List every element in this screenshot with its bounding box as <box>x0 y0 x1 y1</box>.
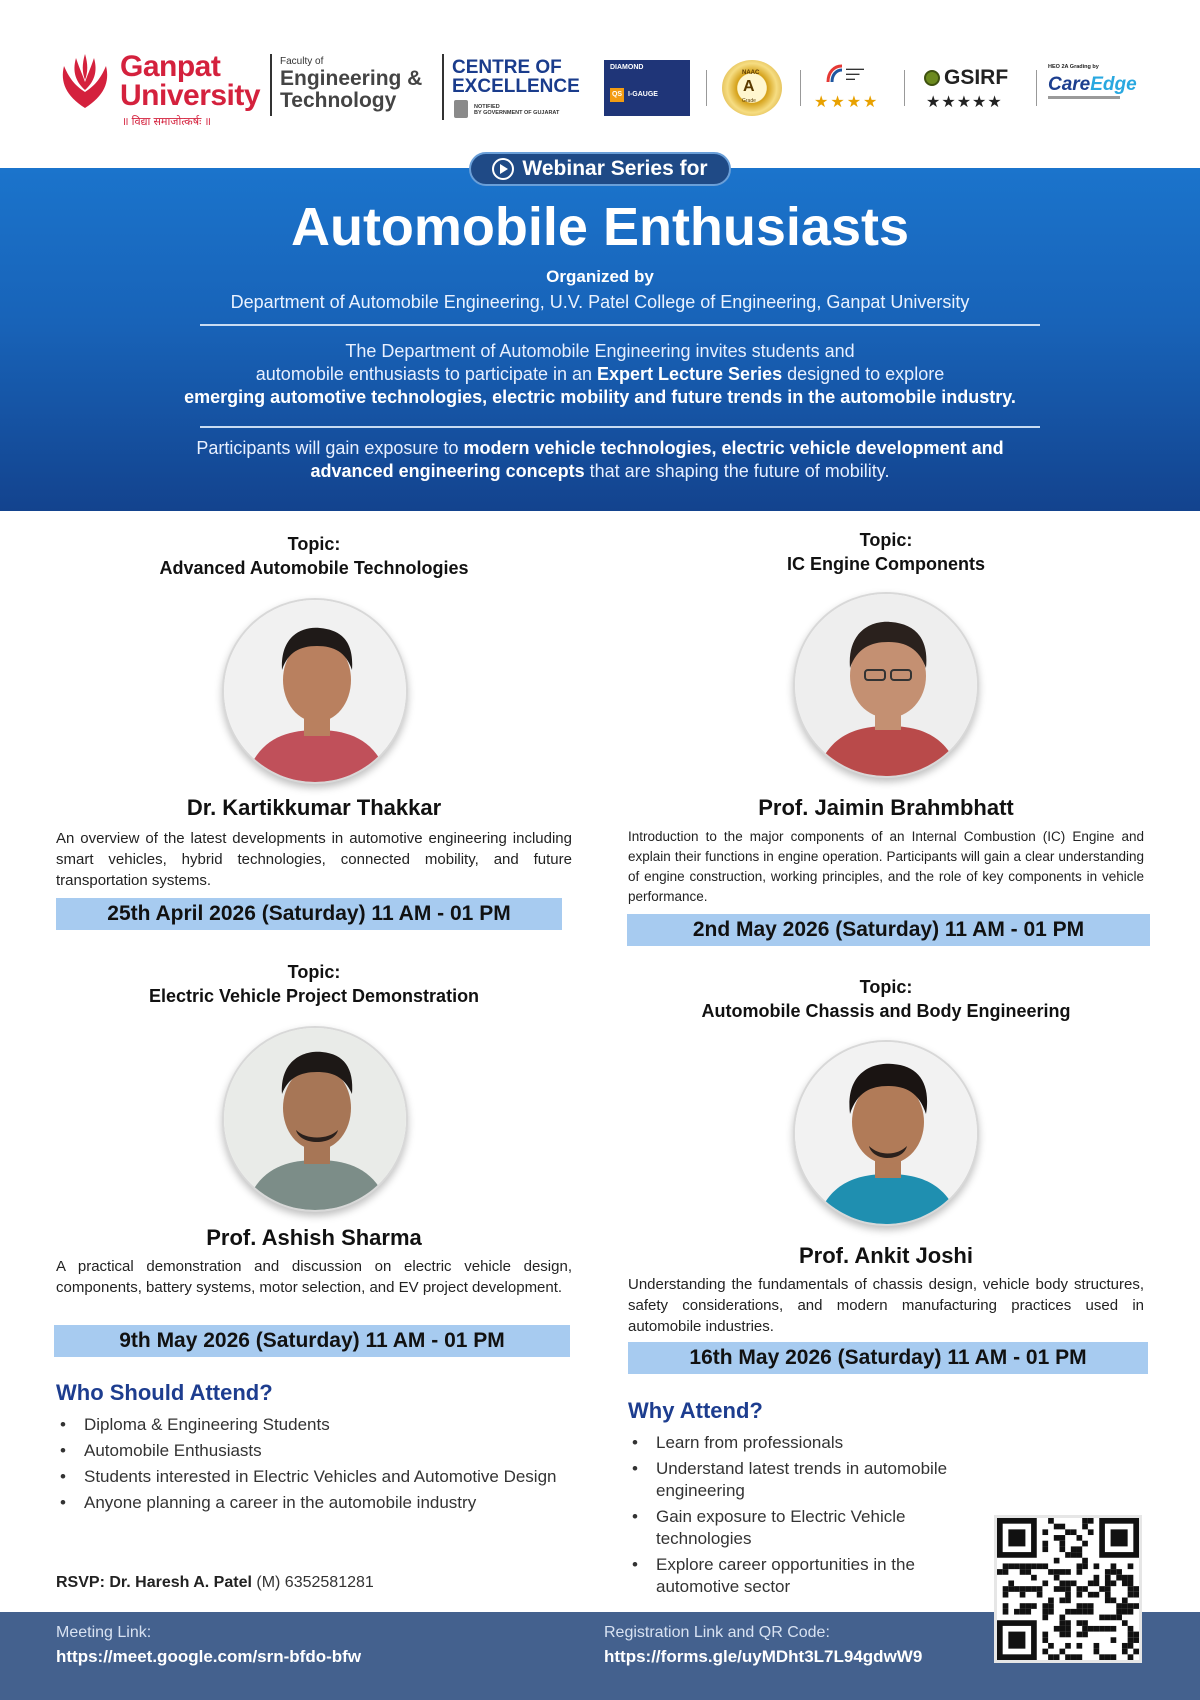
list-item: • Gain exposure to Electric Vehicle technologies <box>628 1506 988 1550</box>
exposure-paragraph <box>80 437 1120 483</box>
speaker-topic <box>628 975 1144 1023</box>
speaker-topic <box>56 532 572 580</box>
divider <box>904 70 905 106</box>
organizer-department: Department of Automobile Engineering, U.V. Patel College of Engineering, Ganpat University <box>230 292 970 312</box>
qs-diamond-label: DIAMOND <box>610 64 644 71</box>
careedge-word-edge: Edge <box>1090 74 1137 95</box>
organized-by-label: Organized by <box>546 267 654 286</box>
speaker-description: Understanding the fundamentals of chassis design, vehicle body structures, safety considerations, and modern manufacturing practices used in automobile industries. <box>628 1276 1144 1335</box>
gsirf-rating-stars: ★★★★★ <box>926 94 1003 111</box>
intro-paragraph <box>80 340 1120 409</box>
intro-line2-a: automobile enthusiasts to participate in an <box>255 364 597 384</box>
coe-title <box>452 58 580 96</box>
divider <box>706 70 707 106</box>
speaker-topic <box>628 528 1144 576</box>
coe-line2: EXCELLENCE <box>452 76 580 97</box>
faculty-line2: Technology <box>280 89 397 112</box>
list-item: • Automobile Enthusiasts <box>56 1440 576 1462</box>
list-item: • Explore career opportunities in the automotive sector <box>628 1554 988 1598</box>
faculty-name <box>280 68 422 112</box>
speaker-name: Prof. Ashish Sharma <box>206 1225 422 1250</box>
why-attend-list <box>628 1432 988 1602</box>
coe-notified-line2: BY GOVERNMENT OF GUJARAT <box>474 110 560 116</box>
topic-title: IC Engine Components <box>787 554 985 574</box>
session-date: 9th May 2026 (Saturday) 11 AM - 01 PM <box>54 1325 570 1357</box>
careedge-caption: HEO 2A Grading by <box>1048 64 1099 70</box>
topic-title: Electric Vehicle Project Demonstration <box>148 986 480 1006</box>
webinar-series-pill <box>469 152 731 186</box>
divider <box>800 70 801 106</box>
divider <box>1036 70 1037 106</box>
topic-label: Topic: <box>287 534 341 554</box>
gsirf-label: GSIRF <box>944 66 1009 89</box>
intro-line2-c: designed to explore <box>782 364 945 384</box>
speaker-description: An overview of the latest developments in automotive engineering including smart vehicles, hybrid technologies, connected mobility, and future transportation systems. <box>56 830 572 889</box>
naac-grade: A <box>743 78 755 95</box>
ganpat-flame-logo-icon <box>56 52 114 110</box>
meeting-link-label: Meeting Link: <box>56 1624 152 1641</box>
careedge-logo <box>1048 74 1137 96</box>
gsirf-globe-icon <box>924 70 940 86</box>
list-item: • Understand latest trends in automobile engineering <box>628 1458 988 1502</box>
speaker-description: Introduction to the major components of an Internal Combustion (IC) Engine and explain their functions in engine operation. Participants will gain a clear understanding of engine construction, working principles, and the role of key components in vehicle performance. <box>628 829 1144 904</box>
speaker-name: Dr. Kartikkumar Thakkar <box>186 795 442 820</box>
naac-label: NAAC <box>742 70 760 76</box>
session-date: 2nd May 2026 (Saturday) 11 AM - 01 PM <box>627 914 1150 946</box>
list-item: • Students interested in Electric Vehicles and Automotive Design <box>56 1466 576 1488</box>
exposure-c: advanced engineering concepts <box>310 461 585 481</box>
topic-title: Automobile Chassis and Body Engineering <box>701 1001 1071 1021</box>
event-title: Automobile Enthusiasts <box>290 197 910 257</box>
state-emblem-icon <box>454 100 468 118</box>
careedge-tagline-icon <box>1048 96 1120 99</box>
rsvp-label: RSVP: Dr. Haresh A. Patel <box>56 1574 252 1591</box>
list-item: • Diploma & Engineering Students <box>56 1414 576 1436</box>
rsvp-contact <box>56 1574 374 1592</box>
intro-line3: emerging automotive technologies, electric mobility and future trends in the automobile industry. <box>184 387 1016 407</box>
iic-logo-icon <box>826 64 844 84</box>
registration-qr-code[interactable] <box>994 1515 1142 1663</box>
exposure-line2 <box>80 460 1120 483</box>
iic-text-icon: ▬▬▬▬ ▬▬▬ ▬▬ <box>846 66 864 81</box>
topic-title: Advanced Automobile Technologies <box>159 558 469 578</box>
exposure-b: modern vehicle technologies, electric vehicle development and <box>463 438 1004 458</box>
session-date: 16th May 2026 (Saturday) 11 AM - 01 PM <box>628 1342 1148 1374</box>
intro-line1: The Department of Automobile Engineering invites students and <box>345 341 855 361</box>
who-should-attend-heading: Who Should Attend? <box>56 1380 273 1405</box>
speaker-photo <box>793 1040 979 1226</box>
exposure-a: Participants will gain exposure to <box>196 438 464 458</box>
intro-line2-bold: Expert Lecture Series <box>597 364 783 384</box>
speaker-photo <box>222 1026 408 1212</box>
who-should-attend-list <box>56 1414 576 1518</box>
university-name-line1: Ganpat <box>120 50 221 83</box>
divider <box>270 54 272 116</box>
exposure-d: that are shaping the future of mobility. <box>584 461 890 481</box>
topic-label: Topic: <box>859 530 913 550</box>
rsvp-phone: (M) 6352581281 <box>256 1574 374 1591</box>
speaker-portrait-icon <box>224 600 408 784</box>
speaker-portrait-icon <box>795 594 979 778</box>
topic-label: Topic: <box>287 962 341 982</box>
speaker-portrait-icon <box>795 1042 979 1226</box>
logo-row <box>0 0 1200 170</box>
list-item: • Learn from professionals <box>628 1432 988 1454</box>
topic-label: Topic: <box>859 977 913 997</box>
iic-rating-stars: ★★★★ <box>814 94 880 111</box>
speaker-photo <box>222 598 408 784</box>
coe-notified <box>474 104 559 116</box>
registration-link[interactable]: https://forms.gle/uyMDht3L7L94gdwW9 <box>604 1647 923 1666</box>
qs-igauge-label: I-GAUGE <box>628 91 658 98</box>
exposure-line1 <box>80 437 1120 460</box>
intro-line2 <box>80 363 1120 386</box>
speaker-photo <box>793 592 979 778</box>
speaker-portrait-icon <box>224 1028 408 1212</box>
speaker-name: Prof. Jaimin Brahmbhatt <box>758 795 1014 820</box>
why-attend-heading: Why Attend? <box>628 1398 763 1423</box>
university-motto: ॥ विद्या समाजोत्कर्षः ॥ <box>122 116 211 128</box>
university-name-line2: University <box>120 79 261 112</box>
faculty-label: Faculty of <box>280 56 324 67</box>
speaker-description: A practical demonstration and discussion on electric vehicle design, components, battery systems, motor selection, and EV project development. <box>56 1258 572 1296</box>
faculty-line1: Engineering & <box>280 67 423 90</box>
banner-divider <box>200 426 1040 428</box>
careedge-word-care: Care <box>1048 74 1091 95</box>
coe-notified-line1: NOTIFIED <box>474 104 500 110</box>
naac-grade-label: Grade <box>742 98 756 104</box>
webinar-series-label: Webinar Series for <box>522 157 708 180</box>
qr-code-icon <box>997 1518 1139 1660</box>
banner-divider <box>200 324 1040 326</box>
qs-badge-icon: QS <box>610 88 624 102</box>
list-item: • Anyone planning a career in the automobile industry <box>56 1492 576 1514</box>
meeting-link[interactable]: https://meet.google.com/srn-bfdo-bfw <box>56 1647 362 1666</box>
play-circle-icon <box>492 158 514 180</box>
speaker-name: Prof. Ankit Joshi <box>799 1243 973 1268</box>
coe-line1: CENTRE OF <box>452 57 562 78</box>
registration-link-label: Registration Link and QR Code: <box>604 1624 830 1641</box>
session-date: 25th April 2026 (Saturday) 11 AM - 01 PM <box>56 898 562 930</box>
speaker-topic <box>56 960 572 1008</box>
university-name <box>120 52 260 110</box>
divider <box>442 54 444 120</box>
